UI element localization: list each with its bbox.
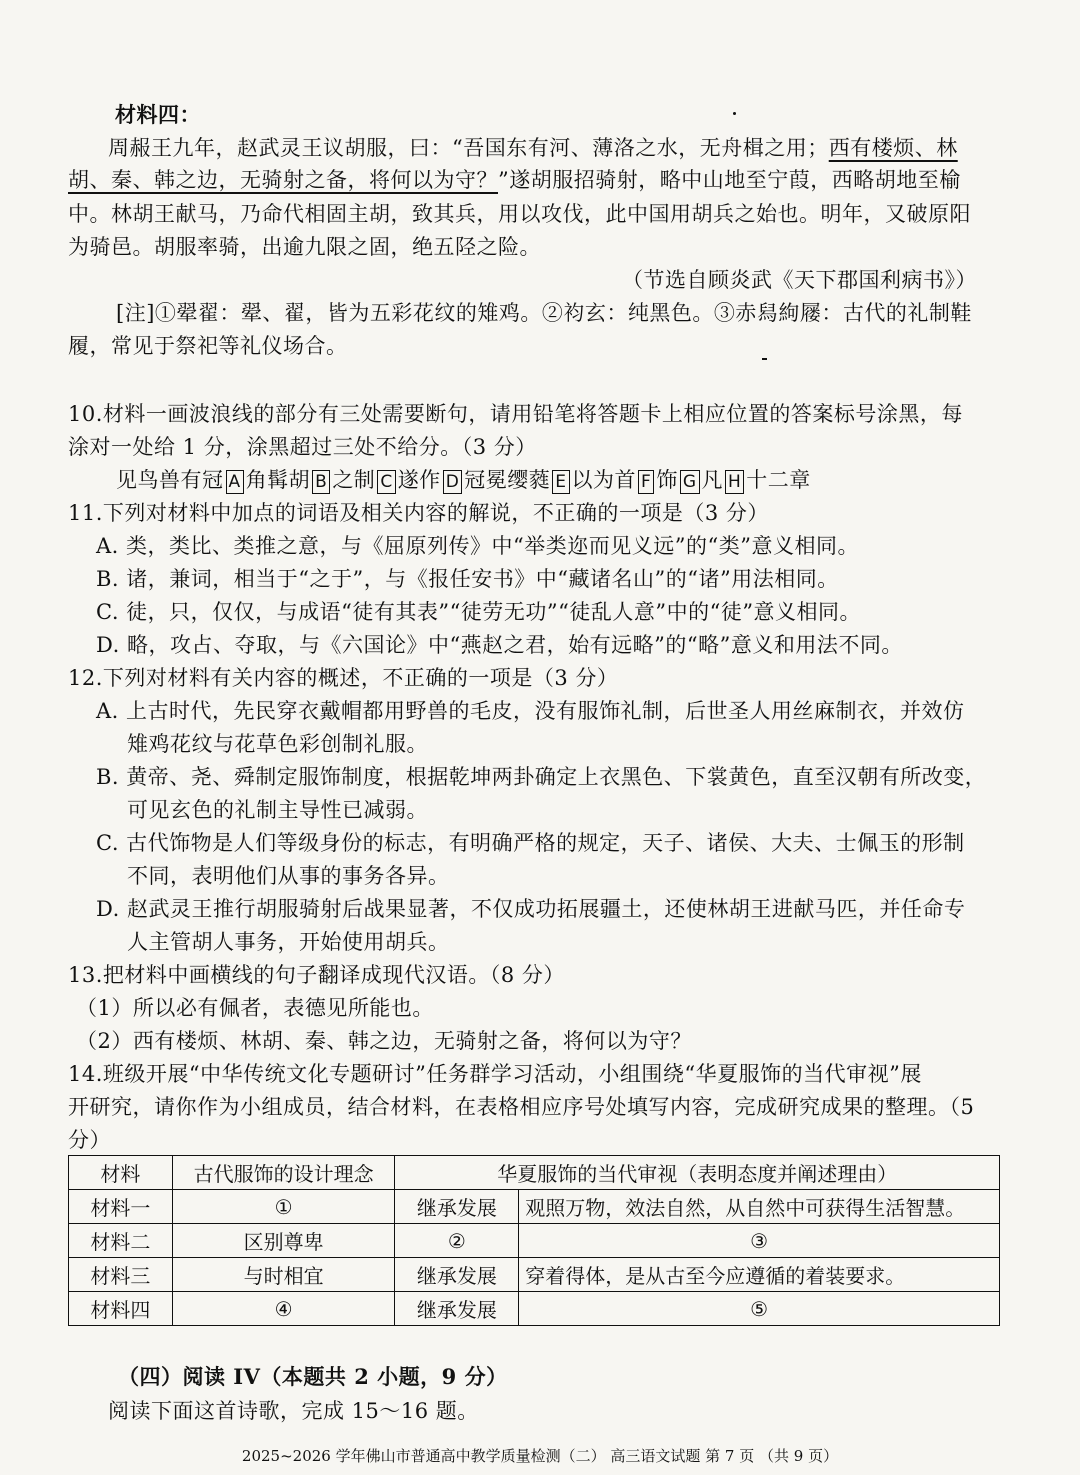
table-header-contemporary-review: 华夏服饰的当代审视（表明态度并阐述理由） [395, 1156, 1000, 1190]
material4-line3: 中。林胡王献马，乃命代相固主胡，致其兵，用以攻伐，此中国用胡兵之始也。明年，又破原阳 [68, 202, 971, 226]
table-cell: 穿着得体，是从古至今应遵循的着装要求。 [519, 1258, 1000, 1292]
q12-stem: 12.下列对材料有关内容的概述，不正确的一项是（3 分） [68, 666, 619, 690]
material4-line2-underlined: 胡、秦、韩之边，无骑射之备，将何以为守？ [68, 168, 498, 192]
q10-segment: 饰 [656, 468, 678, 492]
table-cell: 材料三 [69, 1258, 173, 1292]
answer-blank-3[interactable]: ③ [519, 1224, 1000, 1258]
q10-stem-line2: 涂对一处给 1 分，涂黑超过三处不给分。（3 分） [68, 435, 537, 459]
table-cell: 材料一 [69, 1190, 173, 1224]
answer-blank-5[interactable]: ⑤ [519, 1292, 1000, 1326]
q13-sentence-1: （1）所以必有佩者，表德见所能也。 [76, 996, 434, 1020]
q11-stem: 11.下列对材料中加点的词语及相关内容的解说，不正确的一项是（3 分） [68, 501, 769, 525]
section4-intro: 阅读下面这首诗歌，完成 15～16 题。 [108, 1399, 479, 1423]
q10-option-box-h[interactable]: H [725, 470, 744, 494]
q10-segment: 冠冕缨蕤 [464, 468, 551, 492]
table-header-material: 材料 [69, 1156, 173, 1190]
section4-title: （四）阅读 IV（本题共 2 小题，9 分） [118, 1364, 508, 1389]
q12-option-d-line2: 人主管胡人事务，开始使用胡兵。 [127, 930, 450, 954]
material4-line4: 为骑邑。胡服率骑，出逾九限之固，绝五陉之险。 [68, 235, 541, 259]
table-header-design-concept: 古代服饰的设计理念 [172, 1156, 395, 1190]
q10-option-box-f[interactable]: F [638, 470, 654, 494]
q11-option-a: A. 类，类比、类推之意，与《屈原列传》中“举类迩而见义远”的“类”意义相同。 [96, 534, 859, 558]
answer-blank-2[interactable]: ② [395, 1224, 519, 1258]
q10-segment: 角髯胡 [245, 468, 311, 492]
q10-option-box-g[interactable]: G [680, 470, 700, 494]
table-cell: 材料二 [69, 1224, 173, 1258]
q10-segment: 之制 [332, 468, 376, 492]
q10-segment: 十二章 [746, 468, 811, 492]
material4-source: （节选自顾炎武《天下郡国利病书》） [622, 268, 977, 292]
q12-option-b-line1: B. 黄帝、尧、舜制定服饰制度，根据乾坤两卦确定上衣黑色、下裳黄色，直至汉朝有所改变， [96, 765, 987, 789]
table-cell: 材料四 [69, 1292, 173, 1326]
material4-heading: 材料四： [115, 102, 201, 127]
material4-note-line1: [注]①翚翟：翚、翟，皆为五彩花纹的雉鸡。②袀玄：纯黑色。③赤舄絇屦：古代的礼制鞋 [116, 301, 972, 325]
material4-line2-text: ”遂胡服招骑射，略中山地至宁葭，西略胡地至榆 [498, 168, 961, 192]
material4-note-line2: 履，常见于祭祀等礼仪场合。 [68, 334, 348, 358]
table-cell: 继承发展 [395, 1190, 519, 1224]
q12-option-c-line2: 不同，表明他们从事的事务各异。 [127, 864, 450, 888]
q12-option-c-line1: C. 古代饰物是人们等级身份的标志，有明确严格的规定，天子、诸侯、大夫、士佩玉的形制 [96, 831, 965, 855]
q10-option-box-d[interactable]: D [443, 470, 463, 494]
table-row [69, 1190, 1000, 1224]
q10-segment: 见鸟兽有冠 [116, 468, 224, 492]
table-cell: 继承发展 [395, 1258, 519, 1292]
answer-blank-1[interactable]: ① [172, 1190, 395, 1224]
q12-option-b-line2: 可见玄色的礼制主导性已减弱。 [127, 798, 428, 822]
q14-stem-line1: 14.班级开展“中华传统文化专题研讨”任务群学习活动，小组围绕“华夏服饰的当代审视”展 [68, 1062, 922, 1086]
table-row [69, 1292, 1000, 1326]
q11-option-c: C. 徒，只，仅仅，与成语“徒有其表”“徒劳无功”“徒乱人意”中的“徒”意义相同。 [96, 600, 862, 624]
page-footer: 2025~2026 学年佛山市普通高中教学质量检测（二） 高三语文试题 第 7 页 （共 9 页） [241, 1447, 839, 1465]
table-cell: 继承发展 [395, 1292, 519, 1326]
answer-blank-4[interactable]: ④ [172, 1292, 395, 1326]
table-row [69, 1258, 1000, 1292]
q10-stem-line1: 10.材料一画波浪线的部分有三处需要断句，请用铅笔将答题卡上相应位置的答案标号涂黑，每 [68, 402, 963, 426]
q14-stem-line2: 开研究，请你作为小组成员，结合材料，在表格相应序号处填写内容，完成研究成果的整理。（5 [68, 1095, 975, 1119]
material4-line1-underlined: 西有楼烦、林 [828, 136, 958, 160]
q12-option-a-line1: A. 上古时代，先民穿衣戴帽都用野兽的毛皮，没有服饰礼制，后世圣人用丝麻制衣，并效仿 [96, 699, 965, 723]
table-header-row [69, 1156, 1000, 1190]
q10-option-box-b[interactable]: B [312, 470, 330, 494]
q10-segment: 遂作 [397, 468, 441, 492]
q10-sentence [116, 465, 811, 495]
q11-option-d: D. 略，攻占、夺取，与《六国论》中“燕赵之君，始有远略”的“略”意义和用法不同。 [96, 633, 903, 657]
research-results-table [68, 1155, 1000, 1326]
q12-option-a-line2: 雉鸡花纹与花草色彩创制礼服。 [127, 732, 428, 756]
q10-segment: 凡 [701, 468, 723, 492]
scan-speck [733, 112, 736, 115]
q10-option-box-c[interactable]: C [377, 470, 395, 494]
table-row [69, 1224, 1000, 1258]
table-cell: 区别尊卑 [172, 1224, 395, 1258]
q14-stem-line3: 分） [68, 1128, 111, 1152]
material4-line1-text: 周赧王九年，赵武灵王议胡服，曰：“吾国东有河、薄洛之水，无舟楫之用； [108, 136, 829, 160]
q10-option-box-e[interactable]: E [552, 470, 569, 494]
material4-line2 [68, 165, 961, 195]
table-cell: 观照万物，效法自然，从自然中可获得生活智慧。 [519, 1190, 1000, 1224]
q13-stem: 13.把材料中画横线的句子翻译成现代汉语。（8 分） [68, 963, 565, 987]
q11-option-b: B. 诸，兼词，相当于“之于”，与《报任安书》中“藏诸名山”的“诸”用法相同。 [96, 567, 839, 591]
scan-speck [762, 358, 767, 360]
q10-segment: 以为首 [571, 468, 637, 492]
q12-option-d-line1: D. 赵武灵王推行胡服骑射后战果显著，不仅成功拓展疆土，还使林胡王进献马匹，并任命专 [96, 897, 966, 921]
material4-line1 [108, 133, 958, 163]
q10-option-box-a[interactable]: A [226, 470, 244, 494]
q13-sentence-2: （2）西有楼烦、林胡、秦、韩之边，无骑射之备，将何以为守？ [76, 1029, 692, 1053]
table-cell: 与时相宜 [172, 1258, 395, 1292]
